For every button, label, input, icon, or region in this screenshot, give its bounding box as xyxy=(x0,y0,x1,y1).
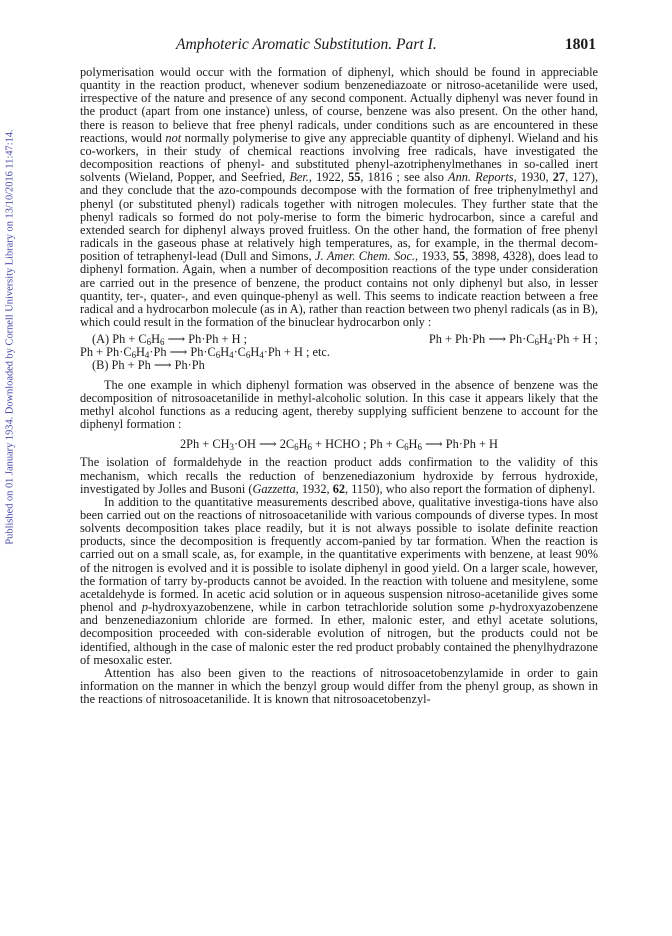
page-header xyxy=(80,36,598,58)
download-stamp-text: Published on 01 January 1934. Downloaded by Cornell University Library on 13/10/2016 11:47:14. xyxy=(4,129,16,545)
reaction-scheme xyxy=(80,333,598,372)
equation-a-2: Ph + Ph·Ph ⟶ $Ph\cdot C_6H_4\cdot Ph + H$ ; xyxy=(428,332,598,348)
download-stamp xyxy=(1,96,19,578)
running-title: Amphoteric Aromatic Substitution. Part I. xyxy=(176,36,437,53)
paragraph-1: polymerisation would occur with the formation of diphenyl, which should be found in appreciable quantity in the reaction product, whenever sodium benzenediazoate or nitroso-acetanilide were used, irrespective of the nature and presence of any second component. Actually diphenyl was never found in the product (apart from one instance) unless, of course, benzene was also present. On the other hand, there is reason to believe that free phenyl radicals, under conditions such as are encountered in these reactions, would not normally polymerise to give any appreciable quantity of diphenyl. Wieland and his co-workers, in their study of chemical reactions involving free radicals, have investigated the decomposition reactions of phenyl- and substituted phenyl-azotriphenylmethanes in so-called inert solvents (Wieland, Popper, and Seefried, Ber., 1922, 55, 1816 ; see also Ann. Reports, 1930, 27, 127), and they conclude that the azo-compounds decompose with the formation of free triphenylmethyl and phenyl (or substituted phenyl) radicals together with nitrogen molecules. They further state that the phenyl radicals so formed do not poly-merise to form the bimeric hydrocarbon, since a careful and extended search for diphenyl always proved fruitless. On the other hand, the formation of free phenyl radicals in the gaseous phase at relatively high temperatures, as, for example, in the thermal decom-position of tetraphenyl-lead (Dull and Simons, J. Amer. Chem. Soc., 1933, 55, 3898, 4328), does lead to diphenyl formation. Again, when a number of decomposition reactions of the type under consideration are carried out in the presence of benzene, the product contains not only diphenyl but also, in lesser quantity, ter-, quater-, and even quinque-phenyl as well. This seems to indicate reaction between a free radical and a hydrocarbon molecule (as in A), rather than reaction between two phenyl radicals (as in B), which could result in the formation of the binuclear hydrocarbon only : xyxy=(80,65,599,329)
page-number: 1801 xyxy=(564,36,596,53)
paragraph-2: The one example in which diphenyl formation was observed in the absence of benzene was the decomposition of nitrosoacetanilide in methyl-alcoholic solution. In this case it appears likely that the methyl alcohol functions as a reducing agent, thereby supplying sufficient benzene to account for the diphenyl formation : xyxy=(80,377,598,432)
paragraph-5: Attention has also been given to the reactions of nitrosoacetobenzylamide in order to gain information on the manner in which the benzyl group would differ from the phenyl group, as shown in the reactions of nitrosoacetanilide. It is known that nitrosoacetobenzyl- xyxy=(80,665,598,707)
paragraph-3: The isolation of formaldehyde in the reaction product adds confirmation to the validity of this mechanism, which recalls the reduction of benzenediazonium hydroxide by ferrous hydroxide, investigated by Jolles and Busoni (Gazzetta, 1932, 62, 1150), who also report the formation of diphenyl. xyxy=(80,455,598,496)
equation-a-3: $Ph + Ph\cdot C_6H_4\cdot Ph$ ⟶ $Ph\cdot C_6H_4\cdot C_6H_4\cdot Ph + H$ ; etc. xyxy=(80,345,330,361)
paragraph-4: In addition to the quantitative measurements described above, qualitative investiga-tions have also been carried out on the reactions of nitrosoacetanilide with various compounds of diverse types. In most solvents decomposition takes place readily, but it is not always possible to isolate definite reaction products, since the decomposition is frequently accom-panied by tar formation. When the reaction is carried out on a small scale, as, for example, in the quantitative experiments with benzene, at least 90% of the nitrogen is evolved and it is possible to isolate diphenyl in good yield. On a larger scale, however, the formation of tarry by-products cannot be avoided. In the reaction with toluene and mesitylene, some acetaldehyde is formed. In acetic acid solution or in aqueous suspension nitroso-acetanilide gives some phenol and p-hydroxyazobenzene, while in carbon tetrachloride solution some p-hydroxyazobenzene and benzenediazonium chloride are formed. In ether, malonic ester, and ethyl acetate solutions, decomposition proceeded with con-siderable evolution of nitrogen, but the products could not be identified, although in the case of malonic ester the red product probably contained the phenylhydrazone of mesoxalic ester. xyxy=(80,494,598,667)
equation-b: (B) Ph + Ph ⟶ Ph·Ph xyxy=(92,358,205,373)
equation-methanol: $2Ph + CH_3\cdot OH$ ⟶ $2C_6H_6$ + HCHO ; $Ph + C_6H_6$ ⟶ Ph·Ph + H xyxy=(180,437,498,453)
article-body xyxy=(80,66,598,706)
equation-a-1: (A) $Ph + C_6H_6$ ⟶ Ph·Ph + H ; xyxy=(92,332,248,348)
